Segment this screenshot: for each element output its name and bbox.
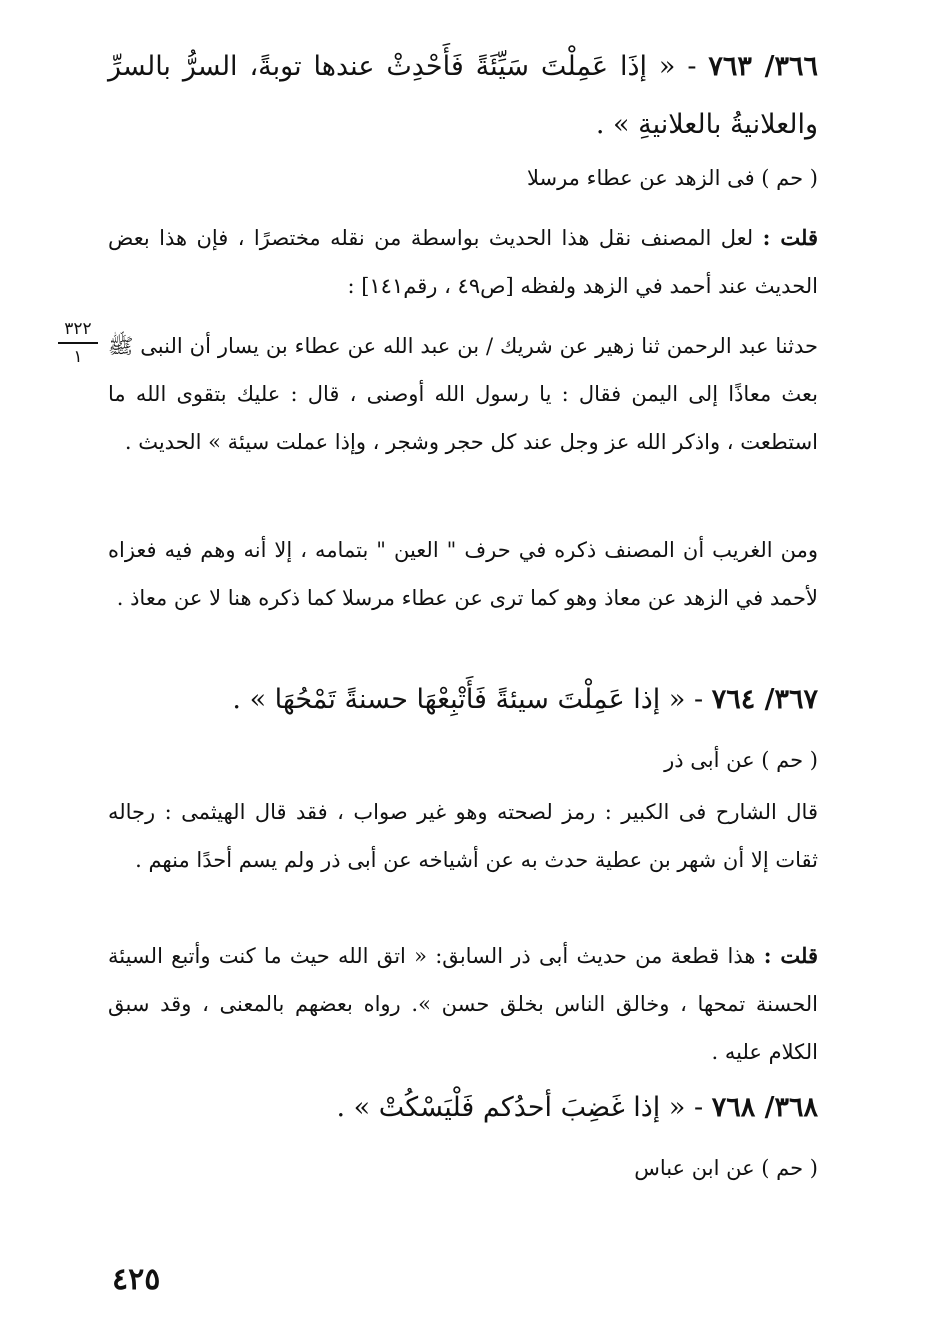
hadith-text (108, 1080, 818, 1136)
hadith-source (108, 1144, 818, 1192)
source-text: ( حم ) فى الزهد عن عطاء مرسلا (526, 166, 818, 190)
commentary-text: قال الشارح فى الكبير : رمز لصحته وهو غير صواب ، فقد قال الهيثمى : رجاله ثقات إلا أن شهر بن عطية حدث به عن أشياخه عن أبى ذر ولم يسم أحدًا منهم . (108, 800, 818, 872)
hadith-matn: - « إذَا عَمِلْتَ سَيِّئَةً فَأَحْدِثْ عندها توبةً، السرُّ بالسرِّ والعلانيةُ بالعلانيةِ » . (108, 51, 818, 140)
commentary-paragraph (108, 214, 818, 310)
margin-page-reference (58, 318, 98, 368)
commentary-text: حدثنا عبد الرحمن ثنا زهير عن شريك / بن عبد الله عن عطاء بن يسار أن النبى ﷺ بعث معاذًا إلى اليمن فقال : يا رسول الله أوصنى ، قال : عليك بتقوى الله ما استطعت ، واذكر الله عز وجل عند كل حجر وشجر ، وإذا عملت سيئة » الحديث . (108, 334, 818, 454)
hadith-number: ٣٦٧/ ٧٦٤ (711, 684, 818, 715)
hadith-matn: - « إذا غَضِبَ أحدُكم فَلْيَسْكُتْ » . (336, 1092, 704, 1123)
hadith-source (108, 736, 818, 784)
commentary-text: هذا قطعة من حديث أبى ذر السابق: « اتق الله حيث ما كنت وأتبع السيئة الحسنة تمحها ، وخالق الناس بخلق حسن ». رواه بعضهم بالمعنى ، وقد سبق الكلام عليه . (108, 944, 818, 1064)
page-number: ٤٢٥ (112, 1262, 161, 1297)
commentary-paragraph (108, 322, 818, 466)
hadith-entry (108, 1080, 818, 1136)
hadith-number: ٣٦٦/ ٧٦٣ (708, 51, 818, 82)
hadith-text (108, 38, 818, 154)
hadith-entry (108, 38, 818, 154)
source-text: ( حم ) عن أبى ذر (664, 748, 818, 772)
hadith-source (108, 154, 818, 202)
commentary-paragraph (108, 526, 818, 622)
qultu-label: قلت : (762, 225, 818, 250)
margin-ref-divider (58, 342, 98, 344)
commentary-text: لعل المصنف نقل هذا الحديث بواسطة من نقله مختصرًا ، فإن هذا بعض الحديث عند أحمد في الزهد ولفظه [ص٤٩ ، رقم١٤١] : (108, 226, 818, 298)
margin-ref-top: ٣٢٢ (64, 319, 92, 339)
hadith-number: ٣٦٨/ ٧٦٨ (711, 1092, 818, 1123)
commentary-paragraph (108, 932, 818, 1076)
commentary-text: ومن الغريب أن المصنف ذكره في حرف " العين " بتمامه ، إلا أنه وهم فيه فعزاه لأحمد في الزهد عن معاذ وهو كما ترى عن عطاء مرسلا كما ذكره هنا لا عن معاذ . (108, 538, 818, 610)
hadith-text (108, 672, 818, 728)
margin-ref-bottom: ١ (73, 347, 83, 367)
commentary-paragraph (108, 788, 818, 884)
qultu-label: قلت : (763, 943, 818, 968)
source-text: ( حم ) عن ابن عباس (634, 1156, 818, 1180)
hadith-entry (108, 672, 818, 728)
hadith-matn: - « إذا عَمِلْتَ سيئةً فَأَتْبِعْهَا حسنةً تَمْحُهَا » . (232, 684, 704, 715)
